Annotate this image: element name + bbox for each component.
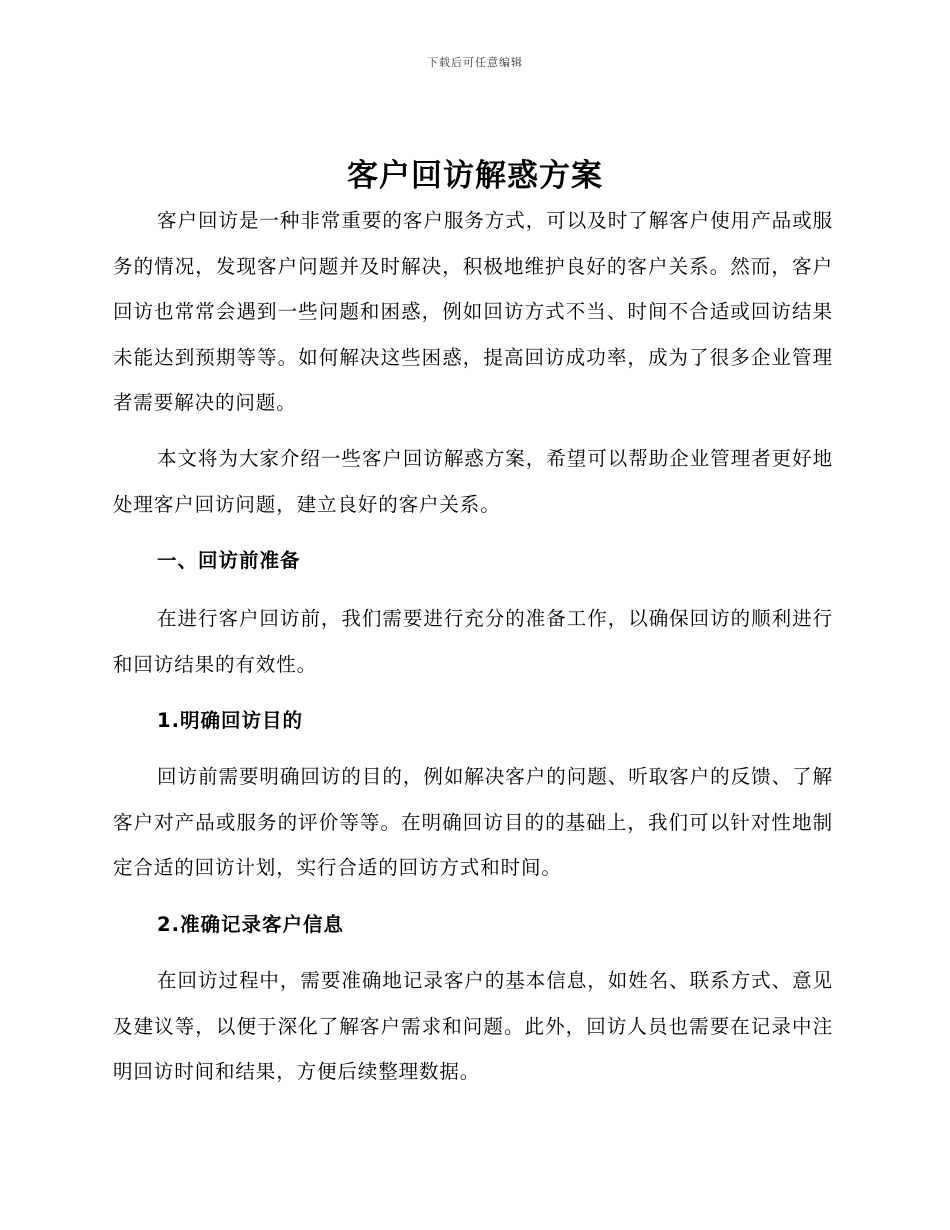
paragraph-purpose: 本文将为大家介绍一些客户回访解惑方案，希望可以帮助企业管理者更好地处理客户回访问题，建立良好的客户关系。 [113,447,833,516]
section-heading-preparation: 一、回访前准备 [157,549,301,572]
header-note: 下载后可任意编辑 [427,56,523,69]
document-title: 客户回访解惑方案 [347,158,603,194]
paragraph-intro: 客户回访是一种非常重要的客户服务方式，可以及时了解客户使用产品或服务的情况，发现客户问题并及时解决，积极地维护良好的客户关系。然而，客户回访也常常会遇到一些问题和困惑，例如回访方式不当、时间不合适或回访结果未能达到预期等等。如何解决这些困惑，提高回访成功率，成为了很多企业管理者需要解决的问题。 [113,209,833,414]
subheading-record-info: 2.准确记录客户信息 [157,913,344,936]
paragraph-preparation: 在进行客户回访前，我们需要进行充分的准备工作，以确保回访的顺利进行和回访结果的有效性。 [113,607,833,676]
subheading-define-purpose: 1.明确回访目的 [157,709,303,732]
paragraph-record-info: 在回访过程中，需要准确地记录客户的基本信息，如姓名、联系方式、意见及建议等，以便于深化了解客户需求和问题。此外，回访人员也需要在记录中注明回访时间和结果，方便后续整理数据。 [113,969,833,1083]
paragraph-define-purpose: 回访前需要明确回访的目的，例如解决客户的问题、听取客户的反馈、了解客户对产品或服务的评价等等。在明确回访目的的基础上，我们可以针对性地制定合适的回访计划，实行合适的回访方式和时间。 [113,765,833,879]
